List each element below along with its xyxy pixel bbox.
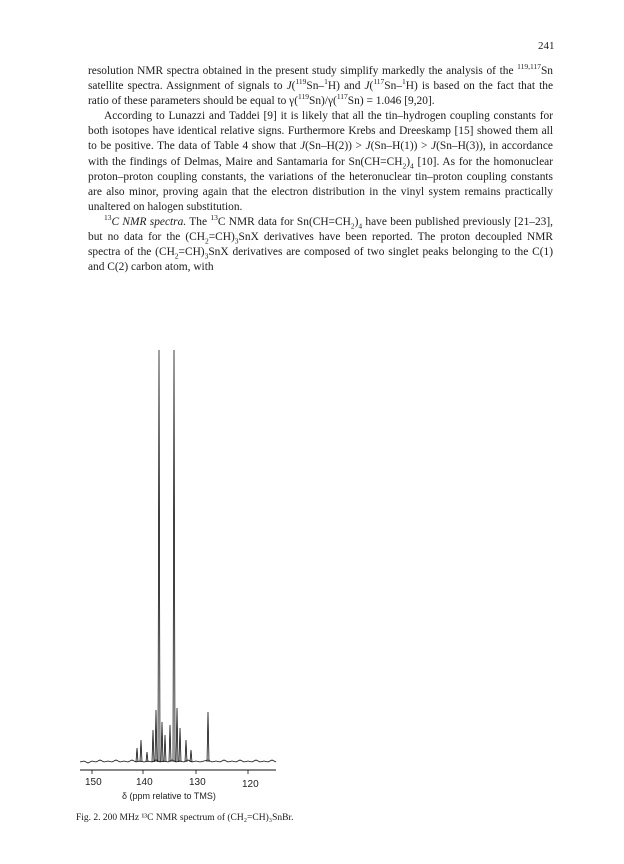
text-run: ) — [354, 215, 359, 228]
paragraph — [88, 64, 553, 109]
text-run: =CH) — [208, 231, 235, 244]
text-run: SnX derivatives are composed of two singlet peaks belonging to the C(1) and C(2) carbon atom, with — [88, 246, 553, 274]
text-run: J — [286, 80, 292, 93]
text-run: 3 — [204, 251, 209, 261]
isolated-peak — [207, 712, 209, 762]
satellite-peak — [140, 740, 142, 762]
x-tick-label: 130 — [189, 777, 206, 788]
multiplet-peak — [155, 710, 157, 762]
text-run: SnX derivatives have been reported. The proton decoupled NMR spectra of the (CH — [88, 231, 553, 259]
text-run: 13 — [210, 213, 218, 223]
text-run: (Sn–H(2)) > — [305, 140, 366, 153]
satellite-peak — [136, 748, 138, 762]
text-run: Sn– — [384, 80, 403, 93]
text-run: J — [364, 80, 370, 93]
spectrum-trace — [80, 350, 276, 763]
multiplet-peak — [152, 730, 154, 762]
page-number: 241 — [538, 40, 555, 52]
x-tick-label: 150 — [85, 777, 102, 788]
text-run: 1 — [324, 77, 328, 87]
text-run: J — [431, 140, 437, 153]
text-run: 117 — [373, 77, 385, 87]
text-run: 4 — [358, 221, 363, 231]
text-run: 119,117 — [517, 62, 541, 72]
text-run: H) is based on the fact that the ratio of these parameters should be equal to γ( — [88, 80, 553, 108]
main-peak-c2 — [173, 350, 175, 762]
text-run: (Sn–H(3)), in accordance with the findings of Delmas, Maire and Santamaria for Sn(CH=CH — [88, 140, 553, 168]
text-run: Sn– — [306, 80, 325, 93]
multiplet-peak — [176, 708, 178, 762]
text-run: 117 — [336, 92, 348, 102]
satellite-peak — [185, 740, 187, 762]
text-run: 2 — [205, 236, 209, 246]
body-text — [88, 64, 553, 275]
x-axis-title: δ (ppm relative to TMS) — [122, 791, 216, 801]
nmr-spectrum-figure — [76, 330, 296, 810]
text-run: 4 — [409, 160, 414, 170]
text-run: According to Lunazzi and Taddei [9] it is likely that all the tin–hydrogen coupling constants for both isotopes have identical relative signs. Furthermore Krebs and Dreeskamp [15] showed them all to be positive. The data of Table 4 show that — [88, 110, 553, 153]
satellite-peak — [146, 752, 148, 762]
x-tick-label: 120 — [242, 779, 259, 790]
text-run: J — [300, 140, 306, 153]
text-run: Sn)/γ( — [308, 95, 337, 108]
text-run: have been published previously [21–23], but no data for the (CH — [88, 215, 554, 244]
text-run: resolution NMR spectra obtained in the present study simplify markedly the analysis of the — [88, 65, 518, 77]
text-run: 3 — [234, 236, 239, 246]
paragraph — [88, 109, 553, 215]
text-run: H) and — [327, 80, 365, 93]
text-run: J — [365, 140, 371, 153]
text-run: [10]. As for the homonuclear proton–proton coupling constants, the variations of the heteronuclear tin–proton coupling constants are also minor, proving again that the electron distribution in the vinyl system remains practically unaltered on halogen substitution. — [88, 155, 553, 213]
text-run: ) — [406, 155, 410, 168]
text-run: 119 — [295, 77, 307, 87]
text-run: 13 — [104, 213, 112, 223]
satellite-peak — [190, 750, 192, 762]
figure-caption: Fig. 2. 200 MHz ¹³C NMR spectrum of (CH₂=CH)₃SnBr. — [76, 813, 294, 823]
x-axis-ticks — [92, 770, 248, 774]
text-run: 2 — [350, 221, 355, 231]
multiplet-peak — [161, 722, 163, 762]
text-run: =CH) — [178, 246, 205, 259]
text-run: C NMR data for Sn(CH=CH — [217, 215, 351, 228]
text-run: (Sn–H(1)) > — [370, 140, 431, 153]
text-run: ( — [291, 80, 296, 93]
text-run: Sn satellite spectra. Assignment of signals to — [88, 65, 553, 93]
text-run: 2 — [174, 251, 179, 261]
text-run: Sn) = 1.046 [9,20]. — [347, 95, 435, 108]
paragraph — [88, 215, 553, 275]
text-run: C NMR spectra. — [111, 215, 187, 228]
x-tick-label: 140 — [136, 777, 153, 788]
text-run: ( — [369, 80, 374, 93]
text-run: 1 — [402, 77, 406, 87]
multiplet-peak — [164, 735, 166, 762]
multiplet-peak — [179, 728, 181, 762]
text-run: 119 — [298, 92, 309, 102]
text-run: 2 — [402, 160, 407, 170]
multiplet-peak — [169, 725, 171, 762]
text-run: The — [186, 215, 211, 228]
main-peak-c1 — [158, 350, 160, 762]
